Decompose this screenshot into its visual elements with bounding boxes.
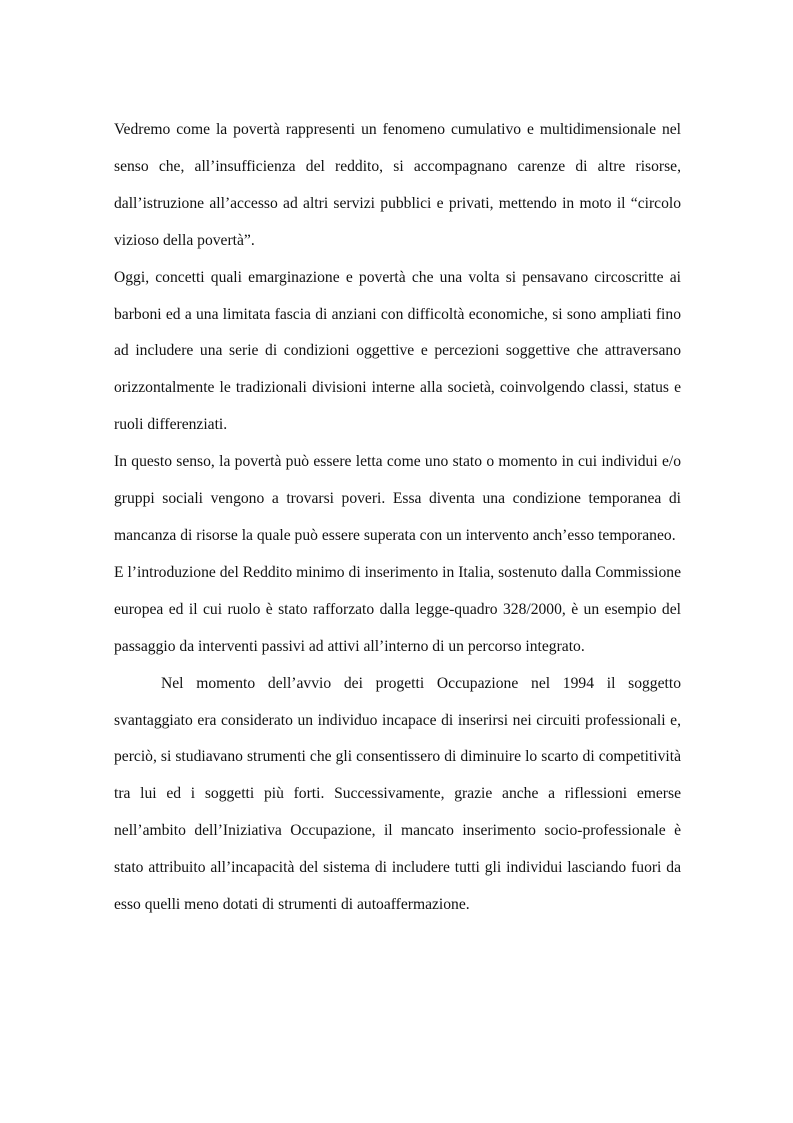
paragraph-5: Nel momento dell’avvio dei progetti Occupazione nel 1994 il soggetto svantaggiato era considerato un individuo incapace di inserirsi nei circuiti professionali e, perciò, si studiavano strumenti che gli consentissero di diminuire lo scarto di competitività tra lui ed i soggetti più forti. Successivamente, grazie anche a riflessioni emerse nell’ambito dell’Iniziativa Occupazione, il mancato inserimento socio-professionale è stato attribuito all’incapacità del sistema di includere tutti gli individui lasciando fuori da esso quelli meno dotati di strumenti di autoaffermazione. <box>114 674 681 914</box>
document-page <box>114 112 681 924</box>
paragraph-1: Vedremo come la povertà rappresenti un fenomeno cumulativo e multidimensionale nel senso che, all’insufficienza del reddito, si accompagnano carenze di altre risorse, dall’istruzione all’accesso ad altri servizi pubblici e privati, mettendo in moto il “circolo vizioso della povertà”. <box>114 121 681 249</box>
paragraph-3: In questo senso, la povertà può essere letta come uno stato o momento in cui individui e/o gruppi sociali vengono a trovarsi poveri. Essa diventa una condizione temporanea di mancanza di risorse la quale può essere superata con un intervento anch’esso temporaneo. <box>114 453 681 544</box>
paragraph-4: E l’introduzione del Reddito minimo di inserimento in Italia, sostenuto dalla Commissione europea ed il cui ruolo è stato rafforzato dalla legge-quadro 328/2000, è un esempio del passaggio da interventi passivi ad attivi all’interno di un percorso integrato. <box>114 563 681 655</box>
paragraph-2: Oggi, concetti quali emarginazione e povertà che una volta si pensavano circoscritte ai barboni ed a una limitata fascia di anziani con difficoltà economiche, si sono ampliati fino ad includere una serie di condizioni oggettive e percezioni soggettive che attraversano orizzontalmente le tradizionali divisioni interne alla società, coinvolgendo classi, status e ruoli differenziati. <box>114 268 681 434</box>
